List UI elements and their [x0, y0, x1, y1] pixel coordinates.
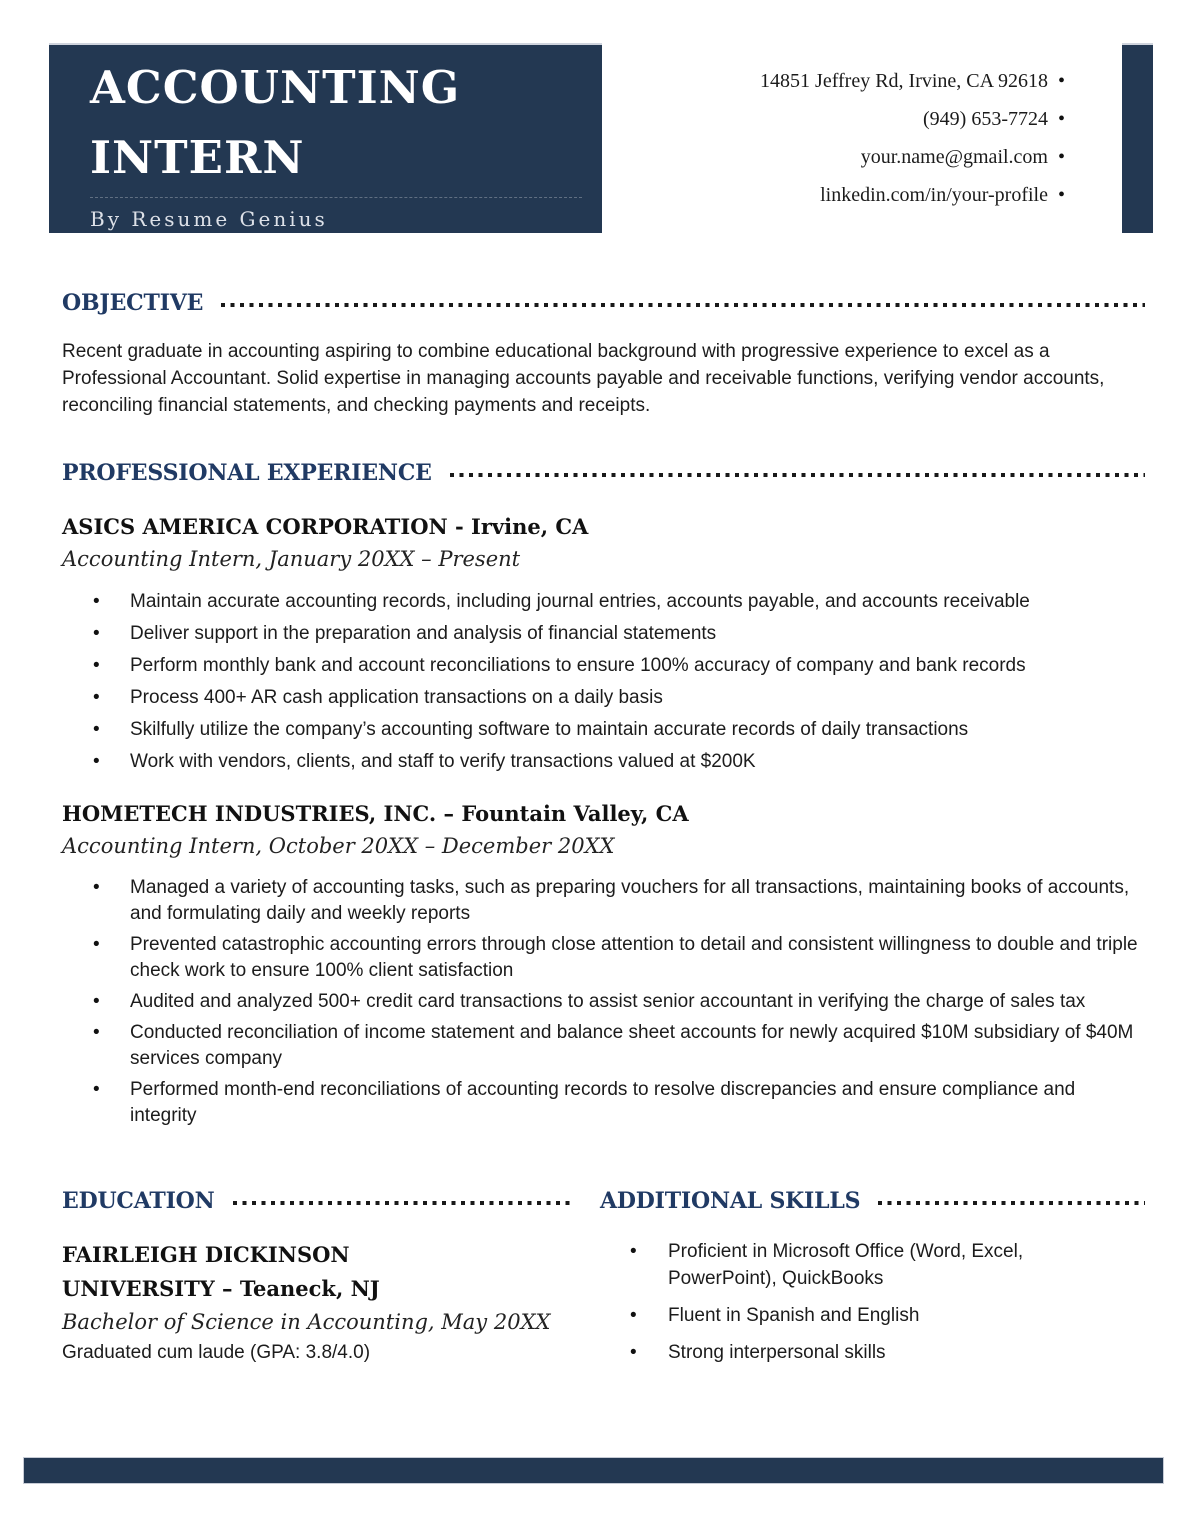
skill-item: [600, 1238, 1088, 1292]
job-2: [62, 797, 1145, 1134]
section-experience-header: [62, 460, 1145, 486]
header-box: [49, 43, 602, 233]
job-bullet-item: [62, 1077, 1145, 1129]
objective-text: Recent graduate in accounting aspiring to combine educational background with progressive experience to excel as a Professional Accountant. Solid expertise in managing accounts payable and receivable functions, verifying vendor accounts, reconciling financial statements, and checking payments and receipts.: [62, 341, 1105, 416]
job-bullet-text: Process 400+ AR cash application transactions on a daily basis: [130, 687, 663, 708]
contact-bullet-icon: •: [1057, 108, 1065, 130]
skill-text: Fluent in Spanish and English: [668, 1305, 920, 1326]
job-bullet-text: Managed a variety of accounting tasks, such as preparing vouchers for all transactions, maintaining books of accounts, and formulating daily and weekly reports: [130, 877, 1130, 924]
education-title: EDUCATION: [62, 1188, 215, 1214]
contact-bullet-icon: •: [1057, 70, 1065, 92]
job-bullet-item: [62, 932, 1145, 984]
job-bullet-item: [62, 875, 1145, 927]
job-bullet-item: [62, 717, 1145, 743]
dotted-leader: [450, 473, 1145, 477]
section-skills: [600, 1188, 1145, 1376]
job-company: ASICS AMERICA CORPORATION - Irvine, CA: [62, 514, 589, 539]
header-subtitle: By Resume Genius: [90, 207, 328, 231]
contact-linkedin: linkedin.com/in/your-profile: [820, 184, 1048, 206]
contact-bullet-icon: •: [1057, 184, 1065, 206]
job-bullet-text: Deliver support in the preparation and analysis of financial statements: [130, 623, 717, 644]
job-bullet-item: [62, 621, 1145, 647]
education-degree: Bachelor of Science in Accounting, May 20XX: [62, 1310, 551, 1334]
footer-bar: [23, 1457, 1164, 1484]
job-bullet-list: [62, 875, 1145, 1129]
job-bullet-text: Prevented catastrophic accounting errors through close attention to detail and consistent willingness to double and triple check work to ensure 100% client satisfaction: [130, 934, 1138, 981]
job-dates: Accounting Intern, January 20XX – Present: [62, 547, 521, 571]
job-bullet-list: [62, 589, 1145, 775]
title-line-2: INTERN: [90, 131, 305, 184]
contact-line-email: [760, 138, 1065, 176]
job-bullet-item: [62, 685, 1145, 711]
skill-item: [600, 1302, 1088, 1329]
skill-text: Proficient in Microsoft Office (Word, Excel, PowerPoint), QuickBooks: [668, 1241, 1024, 1289]
contact-line-linkedin: [760, 176, 1065, 214]
job-bullet-item: [62, 749, 1145, 775]
skill-text: Strong interpersonal skills: [668, 1342, 886, 1363]
contact-address: 14851 Jeffrey Rd, Irvine, CA 92618: [760, 70, 1048, 92]
experience-title: PROFESSIONAL EXPERIENCE: [62, 460, 432, 486]
job-bullet-text: Conducted reconciliation of income statement and balance sheet accounts for newly acquired $10M subsidiary of $40M services company: [130, 1022, 1134, 1069]
contact-block: [760, 62, 1065, 214]
contact-line-phone: [760, 100, 1065, 138]
contact-line-address: [760, 62, 1065, 100]
dotted-leader: [221, 303, 1145, 307]
job-company: HOMETECH INDUSTRIES, INC. – Fountain Valley, CA: [62, 801, 689, 826]
page-title: [90, 53, 582, 193]
job-1: [62, 510, 1145, 781]
header-divider: [90, 197, 582, 198]
section-education: [62, 1188, 575, 1368]
job-bullet-text: Audited and analyzed 500+ credit card transactions to assist senior accountant in verifying the charge of sales tax: [130, 991, 1086, 1012]
job-bullet-item: [62, 589, 1145, 615]
education-note: Graduated cum laude (GPA: 3.8/4.0): [62, 1342, 371, 1363]
title-line-1: ACCOUNTING: [90, 61, 461, 114]
contact-email: your.name@gmail.com: [860, 146, 1048, 168]
skills-title: ADDITIONAL SKILLS: [600, 1188, 861, 1214]
dotted-leader: [878, 1201, 1145, 1205]
education-school: FAIRLEIGH DICKINSON UNIVERSITY – Teaneck, NJ: [62, 1242, 380, 1301]
job-bullet-text: Work with vendors, clients, and staff to verify transactions valued at $200K: [130, 751, 756, 772]
job-dates: Accounting Intern, October 20XX – December 20XX: [62, 834, 615, 858]
job-bullet-item: [62, 989, 1145, 1015]
job-bullet-item: [62, 1020, 1145, 1072]
dotted-leader: [233, 1201, 575, 1205]
job-bullet-text: Performed month-end reconciliations of accounting records to resolve discrepancies and ensure compliance and integrity: [130, 1079, 1076, 1126]
experience-header: [62, 460, 1145, 486]
objective-header: [62, 290, 1145, 316]
header-right-bar: [1122, 43, 1153, 233]
contact-bullet-icon: •: [1057, 146, 1065, 168]
job-bullet-text: Perform monthly bank and account reconciliations to ensure 100% accuracy of company and bank records: [130, 655, 1026, 676]
skill-item: [600, 1339, 1088, 1366]
skills-list: [600, 1238, 1145, 1366]
objective-title: OBJECTIVE: [62, 290, 204, 316]
section-objective: [62, 290, 1145, 419]
job-bullet-item: [62, 653, 1145, 679]
job-bullet-text: Skilfully utilize the company’s accounting software to maintain accurate records of daily transactions: [130, 719, 969, 740]
education-header: [62, 1188, 575, 1214]
job-bullet-text: Maintain accurate accounting records, including journal entries, accounts payable, and accounts receivable: [130, 591, 1030, 612]
contact-phone: (949) 653-7724: [923, 108, 1048, 130]
skills-header: [600, 1188, 1145, 1214]
